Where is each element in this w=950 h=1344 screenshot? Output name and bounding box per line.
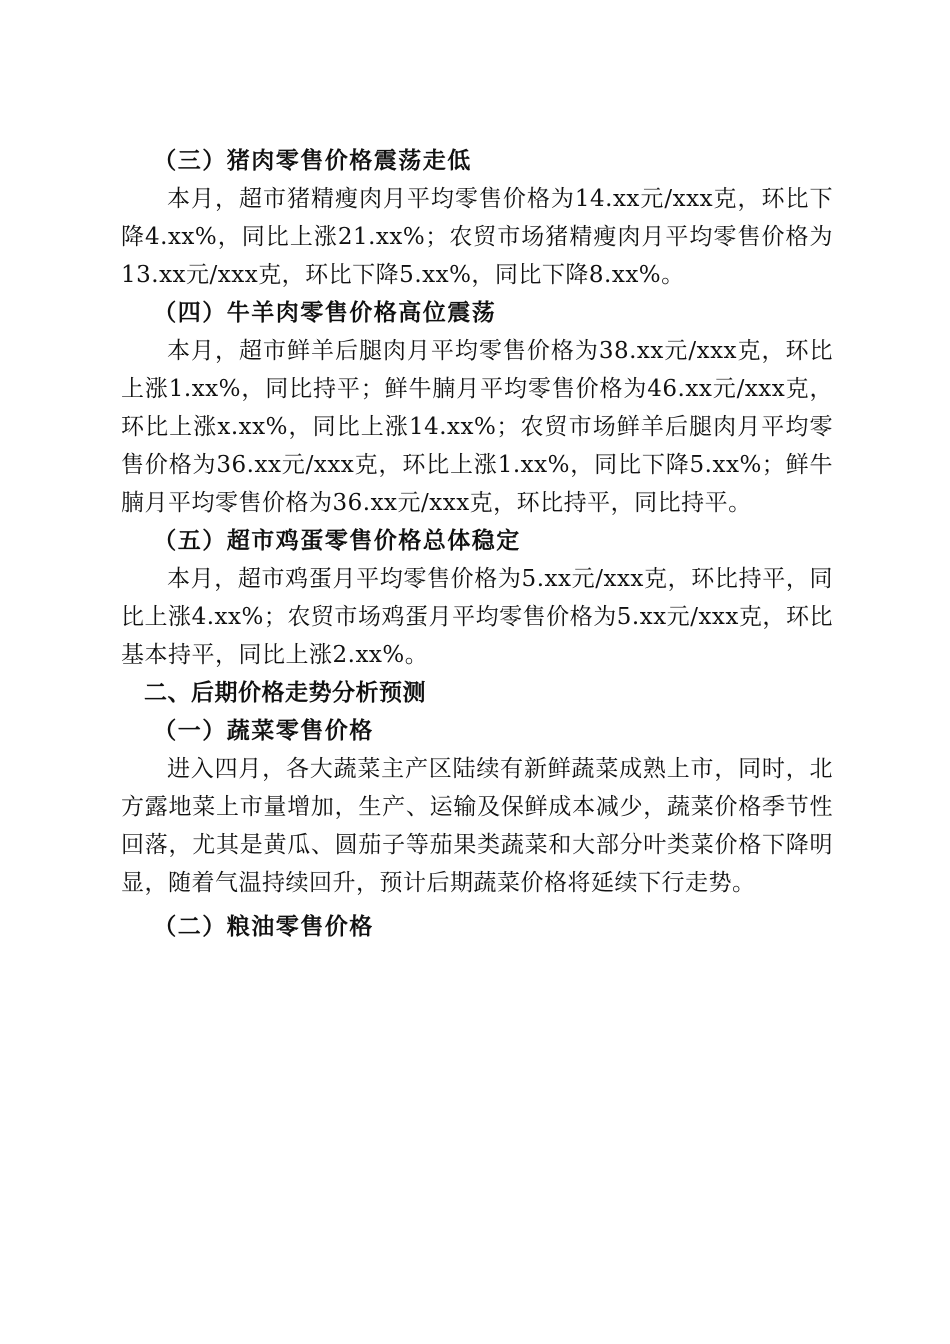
part2-heading: 二、后期价格走势分析预测: [144, 680, 426, 706]
section4-paragraph: 本月，超市鲜羊后腿肉月平均零售价格为38.xx元/xxx克，环比上涨1.xx%，同比持平；鲜牛腩月平均零售价格为46.xx元/xxx克，环比上涨x.xx%，同比上涨14.xx%；农贸市场鲜羊后腿肉月平均零售价格为36.xx元/xxx克，环比上涨1.xx%，同比下降5.xx%；鲜牛腩月平均零售价格为36.xx元/xxx克，环比持平，同比持平。: [121, 338, 833, 516]
part2-sub2-heading: （二）粮油零售价格: [153, 913, 374, 940]
document-body: [121, 142, 833, 946]
section5-heading: （五）超市鸡蛋零售价格总体稳定: [153, 527, 521, 554]
section4-heading: （四）牛羊肉零售价格高位震荡: [153, 299, 497, 326]
section5-paragraph: 本月，超市鸡蛋月平均零售价格为5.xx元/xxx克，环比持平，同比上涨4.xx%；农贸市场鸡蛋月平均零售价格为5.xx元/xxx克，环比基本持平，同比上涨2.xx%。: [121, 566, 833, 668]
section3-heading: （三）猪肉零售价格震荡走低: [153, 147, 472, 174]
section3-paragraph: 本月，超市猪精瘦肉月平均零售价格为14.xx元/xxx克，环比下降4.xx%，同比上涨21.xx%；农贸市场猪精瘦肉月平均零售价格为13.xx元/xxx克，环比下降5.xx%，同比下降8.xx%。: [121, 186, 833, 288]
part2-sub1-heading: （一）蔬菜零售价格: [153, 717, 374, 744]
part2-sub1-paragraph: 进入四月，各大蔬菜主产区陆续有新鲜蔬菜成熟上市，同时，北方露地菜上市量增加，生产、运输及保鲜成本减少，蔬菜价格季节性回落，尤其是黄瓜、圆茄子等茄果类蔬菜和大部分叶类菜价格下降明显，随着气温持续回升，预计后期蔬菜价格将延续下行走势。: [121, 756, 833, 896]
